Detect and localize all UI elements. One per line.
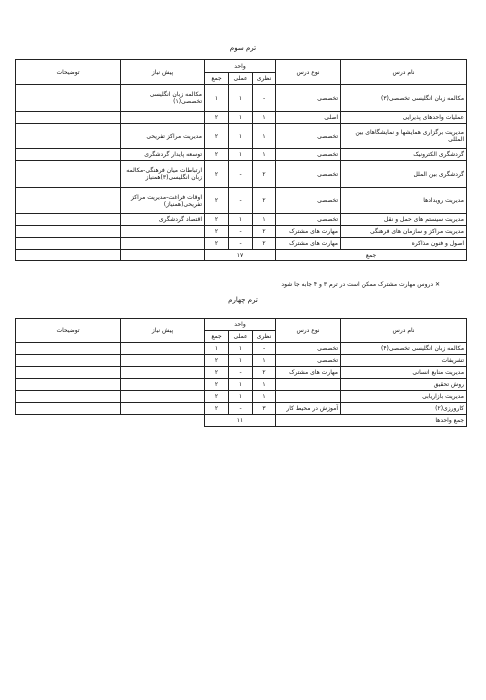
header-name: نام درس	[341, 60, 467, 85]
course-total: ۲	[205, 355, 229, 367]
sum-empty-notes	[16, 415, 121, 427]
course-type: تخصصی	[276, 149, 341, 161]
course-name: مکالمه زبان انگلیسی تخصصی(۳)	[341, 85, 467, 112]
course-notes	[16, 238, 121, 250]
course-total: ۲	[205, 391, 229, 403]
course-total: ۲	[205, 214, 229, 226]
course-practical: -	[229, 226, 253, 238]
sum-row	[16, 250, 467, 261]
course-type: مهارت های مشترک	[276, 367, 341, 379]
course-practical: ۱	[229, 112, 253, 124]
header-prereq: پیش نیاز	[121, 319, 205, 343]
course-total: ۲	[205, 226, 229, 238]
course-practical: ۱	[229, 214, 253, 226]
course-name: تشریفات	[341, 355, 467, 367]
course-name: اصول و فنون مذاکره	[341, 238, 467, 250]
course-total: ۲	[205, 379, 229, 391]
course-practical: -	[229, 403, 253, 415]
course-type: اصلی	[276, 112, 341, 124]
course-type: مهارت های مشترک	[276, 226, 341, 238]
sum-row	[16, 415, 467, 427]
course-prereq	[121, 367, 205, 379]
course-total: ۱	[205, 343, 229, 355]
course-theory: ۱	[253, 214, 276, 226]
term3-table	[15, 59, 467, 261]
course-practical: ۱	[229, 85, 253, 112]
course-prereq	[121, 226, 205, 238]
table-row	[16, 214, 467, 226]
course-type: تخصصی	[276, 124, 341, 149]
header-name: نام درس	[341, 319, 467, 343]
course-total: ۲	[205, 112, 229, 124]
course-prereq: اقتصاد گردشگری	[121, 214, 205, 226]
table-row	[16, 403, 467, 415]
header-type: نوع درس	[276, 319, 341, 343]
course-name: عملیات واحدهای پذیرایی	[341, 112, 467, 124]
course-prereq	[121, 238, 205, 250]
course-prereq: مدیریت مراکز تفریحی	[121, 124, 205, 149]
course-prereq: مکالمه زبان انگلیسی تخصصی(۱)	[121, 85, 205, 112]
course-practical: ۱	[229, 391, 253, 403]
table-row	[16, 226, 467, 238]
course-theory: ۱	[253, 112, 276, 124]
header-units: واحد	[205, 60, 276, 73]
term3-note: دروس مهارت مشترک ممکن است در ترم ۳ و ۴ جابه جا شود	[281, 281, 434, 288]
course-theory: ۲	[253, 367, 276, 379]
course-name: مدیریت برگزاری همایشها و نمایشگاهای بین المللی	[341, 124, 467, 149]
table-row	[16, 124, 467, 149]
sum-value: ۱۷	[205, 250, 276, 261]
course-name: گردشگری الکترونیک	[341, 149, 467, 161]
header-prereq: پیش نیاز	[121, 60, 205, 85]
table-row	[16, 379, 467, 391]
course-total: ۲	[205, 124, 229, 149]
course-notes	[16, 112, 121, 124]
term3-note-line	[120, 281, 440, 289]
table-row	[16, 149, 467, 161]
header-practical: عملی	[229, 331, 253, 343]
course-total: ۲	[205, 149, 229, 161]
course-theory: ۲	[253, 188, 276, 214]
table-row	[16, 355, 467, 367]
course-theory: ۲	[253, 238, 276, 250]
course-theory: ۱	[253, 355, 276, 367]
term4-title: ترم چهارم	[228, 296, 258, 304]
header-total: جمع	[205, 73, 229, 85]
course-theory: ۱	[253, 124, 276, 149]
course-notes	[16, 379, 121, 391]
course-type	[276, 379, 341, 391]
course-type: تخصصی	[276, 355, 341, 367]
course-theory: -	[253, 85, 276, 112]
course-notes	[16, 85, 121, 112]
course-theory: ۱	[253, 391, 276, 403]
course-prereq: توسعه پایدار گردشگری	[121, 149, 205, 161]
term3-title: ترم سوم	[229, 44, 257, 52]
course-theory: ۳	[253, 403, 276, 415]
course-notes	[16, 355, 121, 367]
table-row	[16, 343, 467, 355]
course-theory: ۱	[253, 149, 276, 161]
sum-value: ۱۱	[205, 415, 276, 427]
course-notes	[16, 188, 121, 214]
course-prereq	[121, 355, 205, 367]
course-practical: -	[229, 367, 253, 379]
header-units: واحد	[205, 319, 276, 331]
course-total: ۲	[205, 403, 229, 415]
course-total: ۲	[205, 367, 229, 379]
course-total: ۲	[205, 161, 229, 188]
course-notes	[16, 214, 121, 226]
table-row	[16, 238, 467, 250]
course-notes	[16, 343, 121, 355]
course-total: ۱	[205, 85, 229, 112]
term4-table	[15, 318, 467, 427]
header-notes: توضیحات	[16, 319, 121, 343]
sum-label: جمع	[276, 250, 467, 261]
course-prereq	[121, 343, 205, 355]
course-notes	[16, 391, 121, 403]
table-row	[16, 188, 467, 214]
course-practical: ۱	[229, 355, 253, 367]
course-type: تخصصی	[276, 161, 341, 188]
course-total: ۲	[205, 238, 229, 250]
header-total: جمع	[205, 331, 229, 343]
handwritten-mark: ✕	[434, 281, 440, 288]
header-theory: نظری	[253, 73, 276, 85]
course-theory: ۲	[253, 161, 276, 188]
sum-label: جمع واحدها	[276, 415, 467, 427]
course-practical: -	[229, 161, 253, 188]
course-theory: ۲	[253, 226, 276, 238]
course-practical: -	[229, 238, 253, 250]
header-notes: توضیحات	[16, 60, 121, 85]
course-theory: ۱	[253, 379, 276, 391]
course-type: آموزش در محیط کار	[276, 403, 341, 415]
header-type: نوع درس	[276, 60, 341, 85]
course-type: تخصصی	[276, 214, 341, 226]
course-practical: ۱	[229, 149, 253, 161]
course-notes	[16, 161, 121, 188]
course-prereq	[121, 403, 205, 415]
course-name: کارورزی(۲)	[341, 403, 467, 415]
course-theory: -	[253, 343, 276, 355]
course-name: مدیریت بازاریابی	[341, 391, 467, 403]
course-type: تخصصی	[276, 85, 341, 112]
course-notes	[16, 367, 121, 379]
course-practical: ۱	[229, 343, 253, 355]
course-type: مهارت های مشترک	[276, 238, 341, 250]
course-notes	[16, 124, 121, 149]
table-row	[16, 161, 467, 188]
course-notes	[16, 149, 121, 161]
course-notes	[16, 403, 121, 415]
course-name: مکالمه زبان انگلیسی تخصصی(۴)	[341, 343, 467, 355]
sum-empty-prereq	[121, 415, 205, 427]
course-type: تخصصی	[276, 343, 341, 355]
course-name: روش تحقیق	[341, 379, 467, 391]
course-prereq: اوقات فراغت-مدیریت مراکز تفریحی(همنیاز)	[121, 188, 205, 214]
course-practical: -	[229, 188, 253, 214]
course-name: مدیریت مراکز و سازمان های فرهنگی	[341, 226, 467, 238]
course-type	[276, 391, 341, 403]
course-practical: ۱	[229, 379, 253, 391]
course-name: مدیریت رویدادها	[341, 188, 467, 214]
table-row	[16, 367, 467, 379]
course-type: تخصصی	[276, 188, 341, 214]
header-practical: عملی	[229, 73, 253, 85]
course-prereq	[121, 112, 205, 124]
course-name: مدیریت سیستم های حمل و نقل	[341, 214, 467, 226]
course-name: گردشگری بین الملل	[341, 161, 467, 188]
table-row	[16, 391, 467, 403]
course-prereq: ارتباطات میان فرهنگی-مکالمه زبان انگلیسی(۳)همنیاز	[121, 161, 205, 188]
sum-empty-notes	[16, 250, 121, 261]
table-row	[16, 85, 467, 112]
course-notes	[16, 226, 121, 238]
course-prereq	[121, 379, 205, 391]
course-total: ۲	[205, 188, 229, 214]
course-practical: ۱	[229, 124, 253, 149]
table-row	[16, 112, 467, 124]
course-name: مدیریت منابع انسانی	[341, 367, 467, 379]
course-prereq	[121, 391, 205, 403]
header-theory: نظری	[253, 331, 276, 343]
sum-empty-prereq	[121, 250, 205, 261]
